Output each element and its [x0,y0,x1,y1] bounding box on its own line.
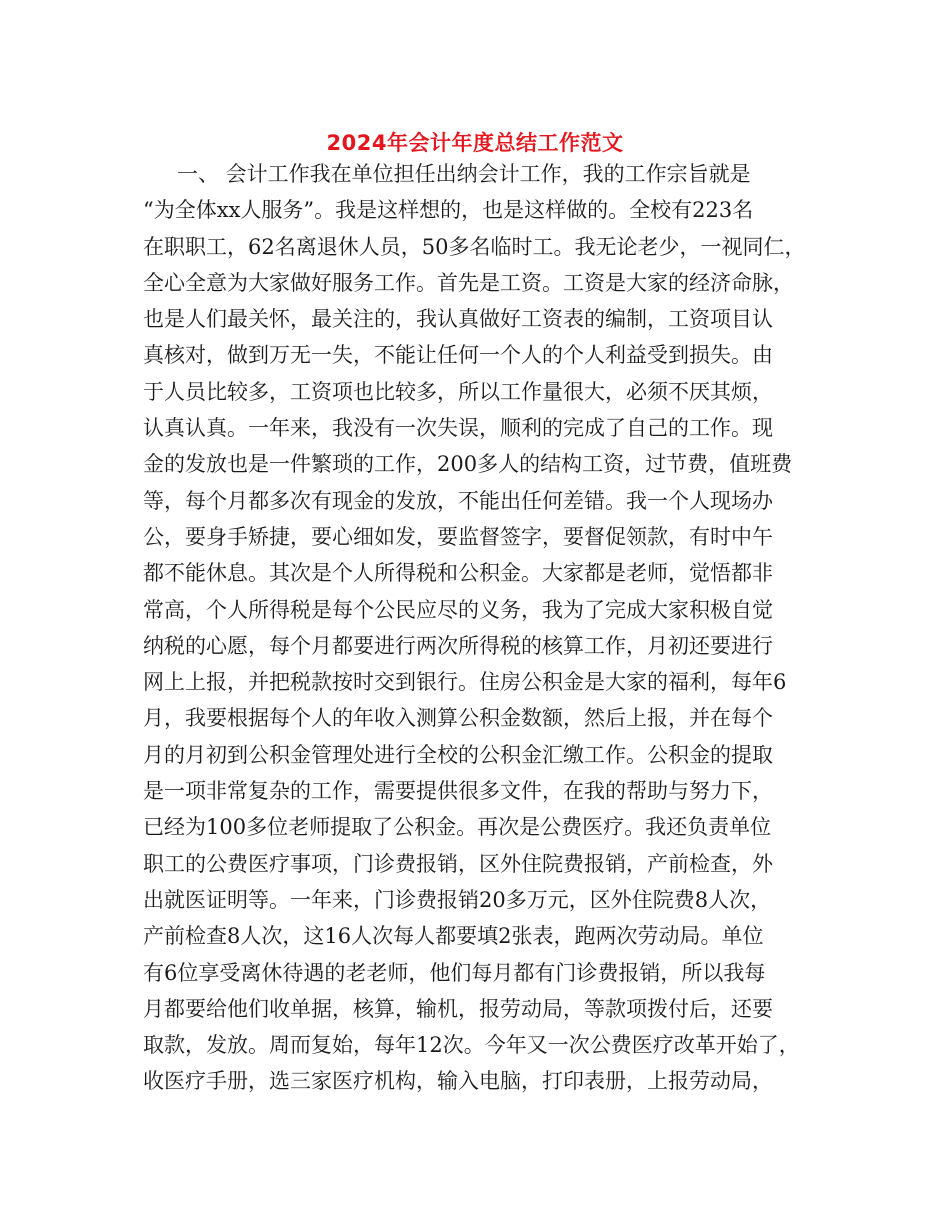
document-body [143,156,823,1100]
text-line: 网上上报，并把税款按时交到银行。住房公积金是大家的福利，每年6 [143,670,787,695]
text-line: 职工的公费医疗事项，门诊费报销，区外住院费报销，产前检查，外 [143,851,773,876]
text-line: “为全体xx人服务”。我是这样想的，也是这样做的。全校有223名 [143,198,754,223]
text-line: 取款，发放。周而复始，每年12次。今年又一次公费医疗改革开始了， [143,1033,800,1058]
text-line: 一、 会计工作我在单位担任出纳会计工作，我的工作宗旨就是 [177,162,751,186]
text-line: 已经为100多位老师提取了公积金。再次是公费医疗。我还负责单位 [143,815,772,840]
text-line: 公，要身手矫捷，要心细如发，要监督签字，要督促领款，有时中午 [143,524,773,549]
text-line: 出就医证明等。一年来，门诊费报销20多万元，区外住院费8人次， [143,887,772,912]
text-line: 纳税的心愿，每个月都要进行两次所得税的核算工作，月初还要进行 [143,633,773,658]
text-line: 产前检查8人次，这16人次每人都要填2张表，跑两次劳动局。单位 [143,924,764,949]
text-line: 也是人们最关怀，最关注的，我认真做好工资表的编制，工资项目认 [143,307,773,332]
document-title: 2024年会计年度总结工作范文 [326,131,624,156]
text-line: 全心全意为大家做好服务工作。首先是工资。工资是大家的经济命脉， [143,270,794,295]
text-line: 都不能休息。其次是个人所得税和公积金。大家都是老师，觉悟都非 [143,561,773,586]
text-line: 认真认真。一年来，我没有一次失误，顺利的完成了自己的工作。现 [143,416,773,441]
text-line: 于人员比较多，工资项也比较多，所以工作量很大，必须不厌其烦， [143,379,773,404]
text-line: 月的月初到公积金管理处进行全校的公积金汇缴工作。公积金的提取 [143,742,773,767]
text-line: 等，每个月都多次有现金的发放，不能出任何差错。我一个人现场办 [143,488,773,513]
text-line: 有6位享受离休待遇的老老师，他们每月都有门诊费报销，所以我每 [143,960,766,985]
text-line: 是一项非常复杂的工作，需要提供很多文件，在我的帮助与努力下， [143,779,773,804]
text-line: 真核对，做到万无一失，不能让任何一个人的个人利益受到损失。由 [143,343,773,368]
text-line: 金的发放也是一件繁琐的工作，200多人的结构工资，过节费，值班费 [143,452,793,477]
text-line: 常高，个人所得税是每个公民应尽的义务，我为了完成大家积极自觉 [143,597,773,622]
text-line: 收医疗手册，选三家医疗机构，输入电脑，打印表册，上报劳动局， [143,1069,773,1094]
text-line: 月，我要根据每个人的年收入测算公积金数额，然后上报，并在每个 [143,706,773,731]
text-line: 在职职工，62名离退休人员，50多名临时工。我无论老少，一视同仁， [143,234,806,259]
text-line: 月都要给他们收单据，核算，输机，报劳动局，等款项拨付后，还要 [143,996,773,1021]
